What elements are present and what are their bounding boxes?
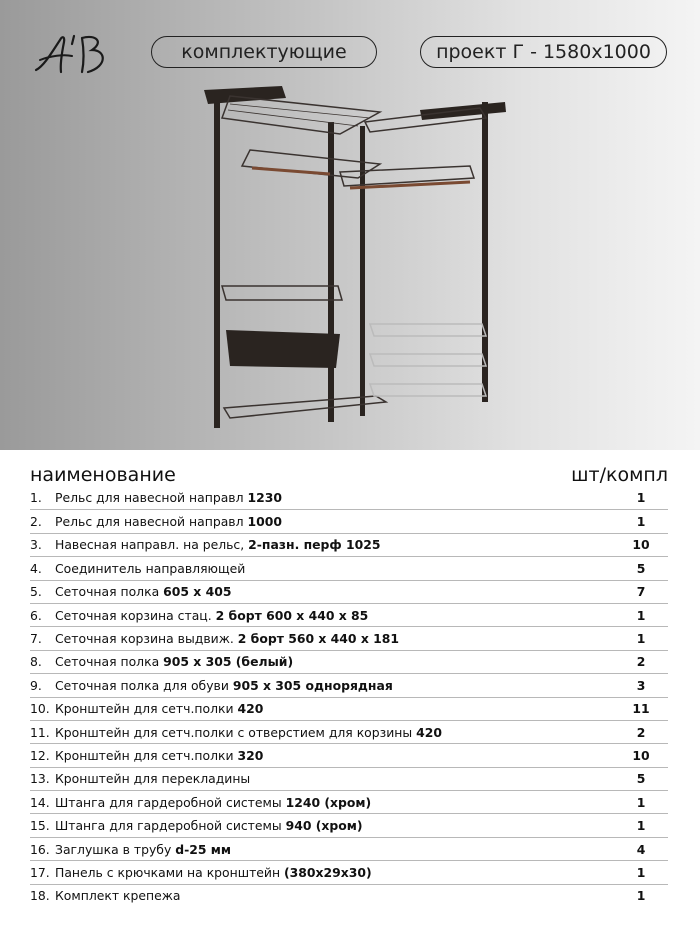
row-quantity: 2: [636, 724, 646, 740]
row-text: Штанга для гардеробной системы: [55, 818, 286, 834]
row-text: Заглушка в трубу: [55, 841, 176, 857]
table-row: [30, 884, 668, 907]
row-quantity: 11: [632, 701, 650, 717]
row-text: Рельс для навесной направл: [55, 514, 248, 530]
row-number: 2.: [30, 514, 42, 530]
row-spec: (380х29х30): [284, 864, 372, 880]
row-description: [55, 608, 621, 623]
row-text: Комплект крепежа: [55, 888, 181, 904]
row-text: Соединитель направляющей: [55, 560, 246, 576]
row-description: [55, 771, 621, 786]
row-text: Кронштейн для перекладины: [55, 771, 251, 787]
table-row: [30, 580, 668, 603]
row-number: 13.: [30, 771, 50, 787]
row-spec: 320: [237, 747, 264, 763]
row-quantity: 7: [636, 584, 646, 600]
table-row: [30, 509, 668, 532]
table-row: [30, 603, 668, 626]
row-description: [55, 842, 621, 857]
table-row: [30, 767, 668, 790]
row-description: [55, 514, 621, 529]
row-description: [55, 678, 621, 693]
table-row: [30, 626, 668, 649]
row-text: Кронштейн для сетч.полки: [55, 701, 238, 717]
row-number: 10.: [30, 701, 50, 717]
row-spec: 905 х 305 (белый): [163, 654, 294, 670]
row-number: 8.: [30, 654, 42, 670]
row-quantity: 1: [636, 864, 646, 880]
table-body: [30, 486, 668, 907]
table-row: [30, 720, 668, 743]
row-text: Кронштейн для сетч.полки: [55, 747, 238, 763]
row-spec: 2 борт 600 х 440 х 85: [215, 607, 369, 623]
components-table: [30, 458, 668, 907]
row-description: [55, 865, 621, 880]
row-spec: 1240 (хром): [285, 794, 372, 810]
shelving-illustration: [190, 78, 510, 438]
row-number: 4.: [30, 560, 42, 576]
row-spec: 2-пазн. перф 1025: [248, 537, 381, 553]
row-quantity: 3: [636, 677, 646, 693]
row-quantity: 2: [636, 654, 646, 670]
row-description: [55, 584, 621, 599]
row-number: 14.: [30, 794, 50, 810]
row-number: 11.: [30, 724, 50, 740]
table-row: [30, 650, 668, 673]
row-text: Сеточная полка: [55, 654, 164, 670]
row-text: Рельс для навесной направл: [55, 490, 248, 506]
table-row: [30, 743, 668, 766]
row-number: 18.: [30, 888, 50, 904]
row-text: Сеточная корзина выдвиж.: [55, 631, 238, 647]
row-spec: 1230: [247, 490, 282, 506]
row-quantity: 1: [636, 514, 646, 530]
row-quantity: 1: [636, 794, 646, 810]
table-header: [30, 458, 668, 486]
row-quantity: 10: [632, 537, 650, 553]
table-row: [30, 790, 668, 813]
row-description: [55, 725, 621, 740]
table-row: [30, 697, 668, 720]
row-number: 12.: [30, 747, 50, 763]
table-row: [30, 486, 668, 509]
row-quantity: 4: [636, 841, 646, 857]
row-quantity: 1: [636, 818, 646, 834]
category-pill: комплектующие: [151, 36, 377, 68]
row-quantity: 1: [636, 631, 646, 647]
row-description: [55, 490, 621, 505]
row-text: Кронштейн для сетч.полки с отверстием для корзины: [55, 724, 417, 740]
row-spec: d-25 мм: [175, 841, 232, 857]
row-description: [55, 561, 621, 576]
row-text: Штанга для гардеробной системы: [55, 794, 286, 810]
row-description: [55, 701, 621, 716]
row-spec: 940 (хром): [285, 818, 363, 834]
row-quantity: 5: [636, 560, 646, 576]
row-text: Сеточная полка для обуви: [55, 677, 233, 693]
row-spec: 420: [416, 724, 442, 740]
row-text: Сеточная корзина стац.: [55, 607, 216, 623]
column-name-header: наименование: [30, 464, 176, 486]
row-number: 7.: [30, 631, 42, 647]
row-quantity: 1: [636, 490, 646, 506]
table-row: [30, 860, 668, 883]
row-quantity: 1: [636, 607, 646, 623]
row-description: [55, 888, 621, 903]
row-number: 1.: [30, 490, 42, 506]
row-number: 9.: [30, 677, 42, 693]
row-description: [55, 795, 621, 810]
row-number: 15.: [30, 818, 50, 834]
row-spec: 605 х 405: [163, 584, 232, 600]
row-spec: 1000: [247, 514, 282, 530]
row-spec: 420: [237, 701, 264, 717]
brand-logo: [30, 30, 114, 76]
row-description: [55, 748, 621, 763]
row-text: Сеточная полка: [55, 584, 164, 600]
row-quantity: 10: [632, 747, 650, 763]
row-quantity: 1: [636, 888, 646, 904]
row-description: [55, 537, 621, 552]
row-text: Навесная направл. на рельс,: [55, 537, 249, 553]
hero-banner: [0, 0, 700, 450]
row-number: 5.: [30, 584, 42, 600]
row-description: [55, 818, 621, 833]
table-row: [30, 556, 668, 579]
row-quantity: 5: [636, 771, 646, 787]
table-row: [30, 813, 668, 836]
table-row: [30, 673, 668, 696]
row-number: 3.: [30, 537, 42, 553]
row-text: Панель с крючками на кронштейн: [55, 864, 284, 880]
row-description: [55, 631, 621, 646]
row-number: 16.: [30, 841, 50, 857]
row-spec: 905 х 305 однорядная: [232, 677, 393, 693]
row-number: 17.: [30, 864, 50, 880]
row-description: [55, 654, 621, 669]
row-spec: 2 борт 560 х 440 х 181: [237, 631, 400, 647]
table-row: [30, 533, 668, 556]
row-number: 6.: [30, 607, 42, 623]
column-qty-header: шт/компл: [571, 464, 668, 486]
project-pill: проект Г - 1580х1000: [420, 36, 667, 68]
table-row: [30, 837, 668, 860]
